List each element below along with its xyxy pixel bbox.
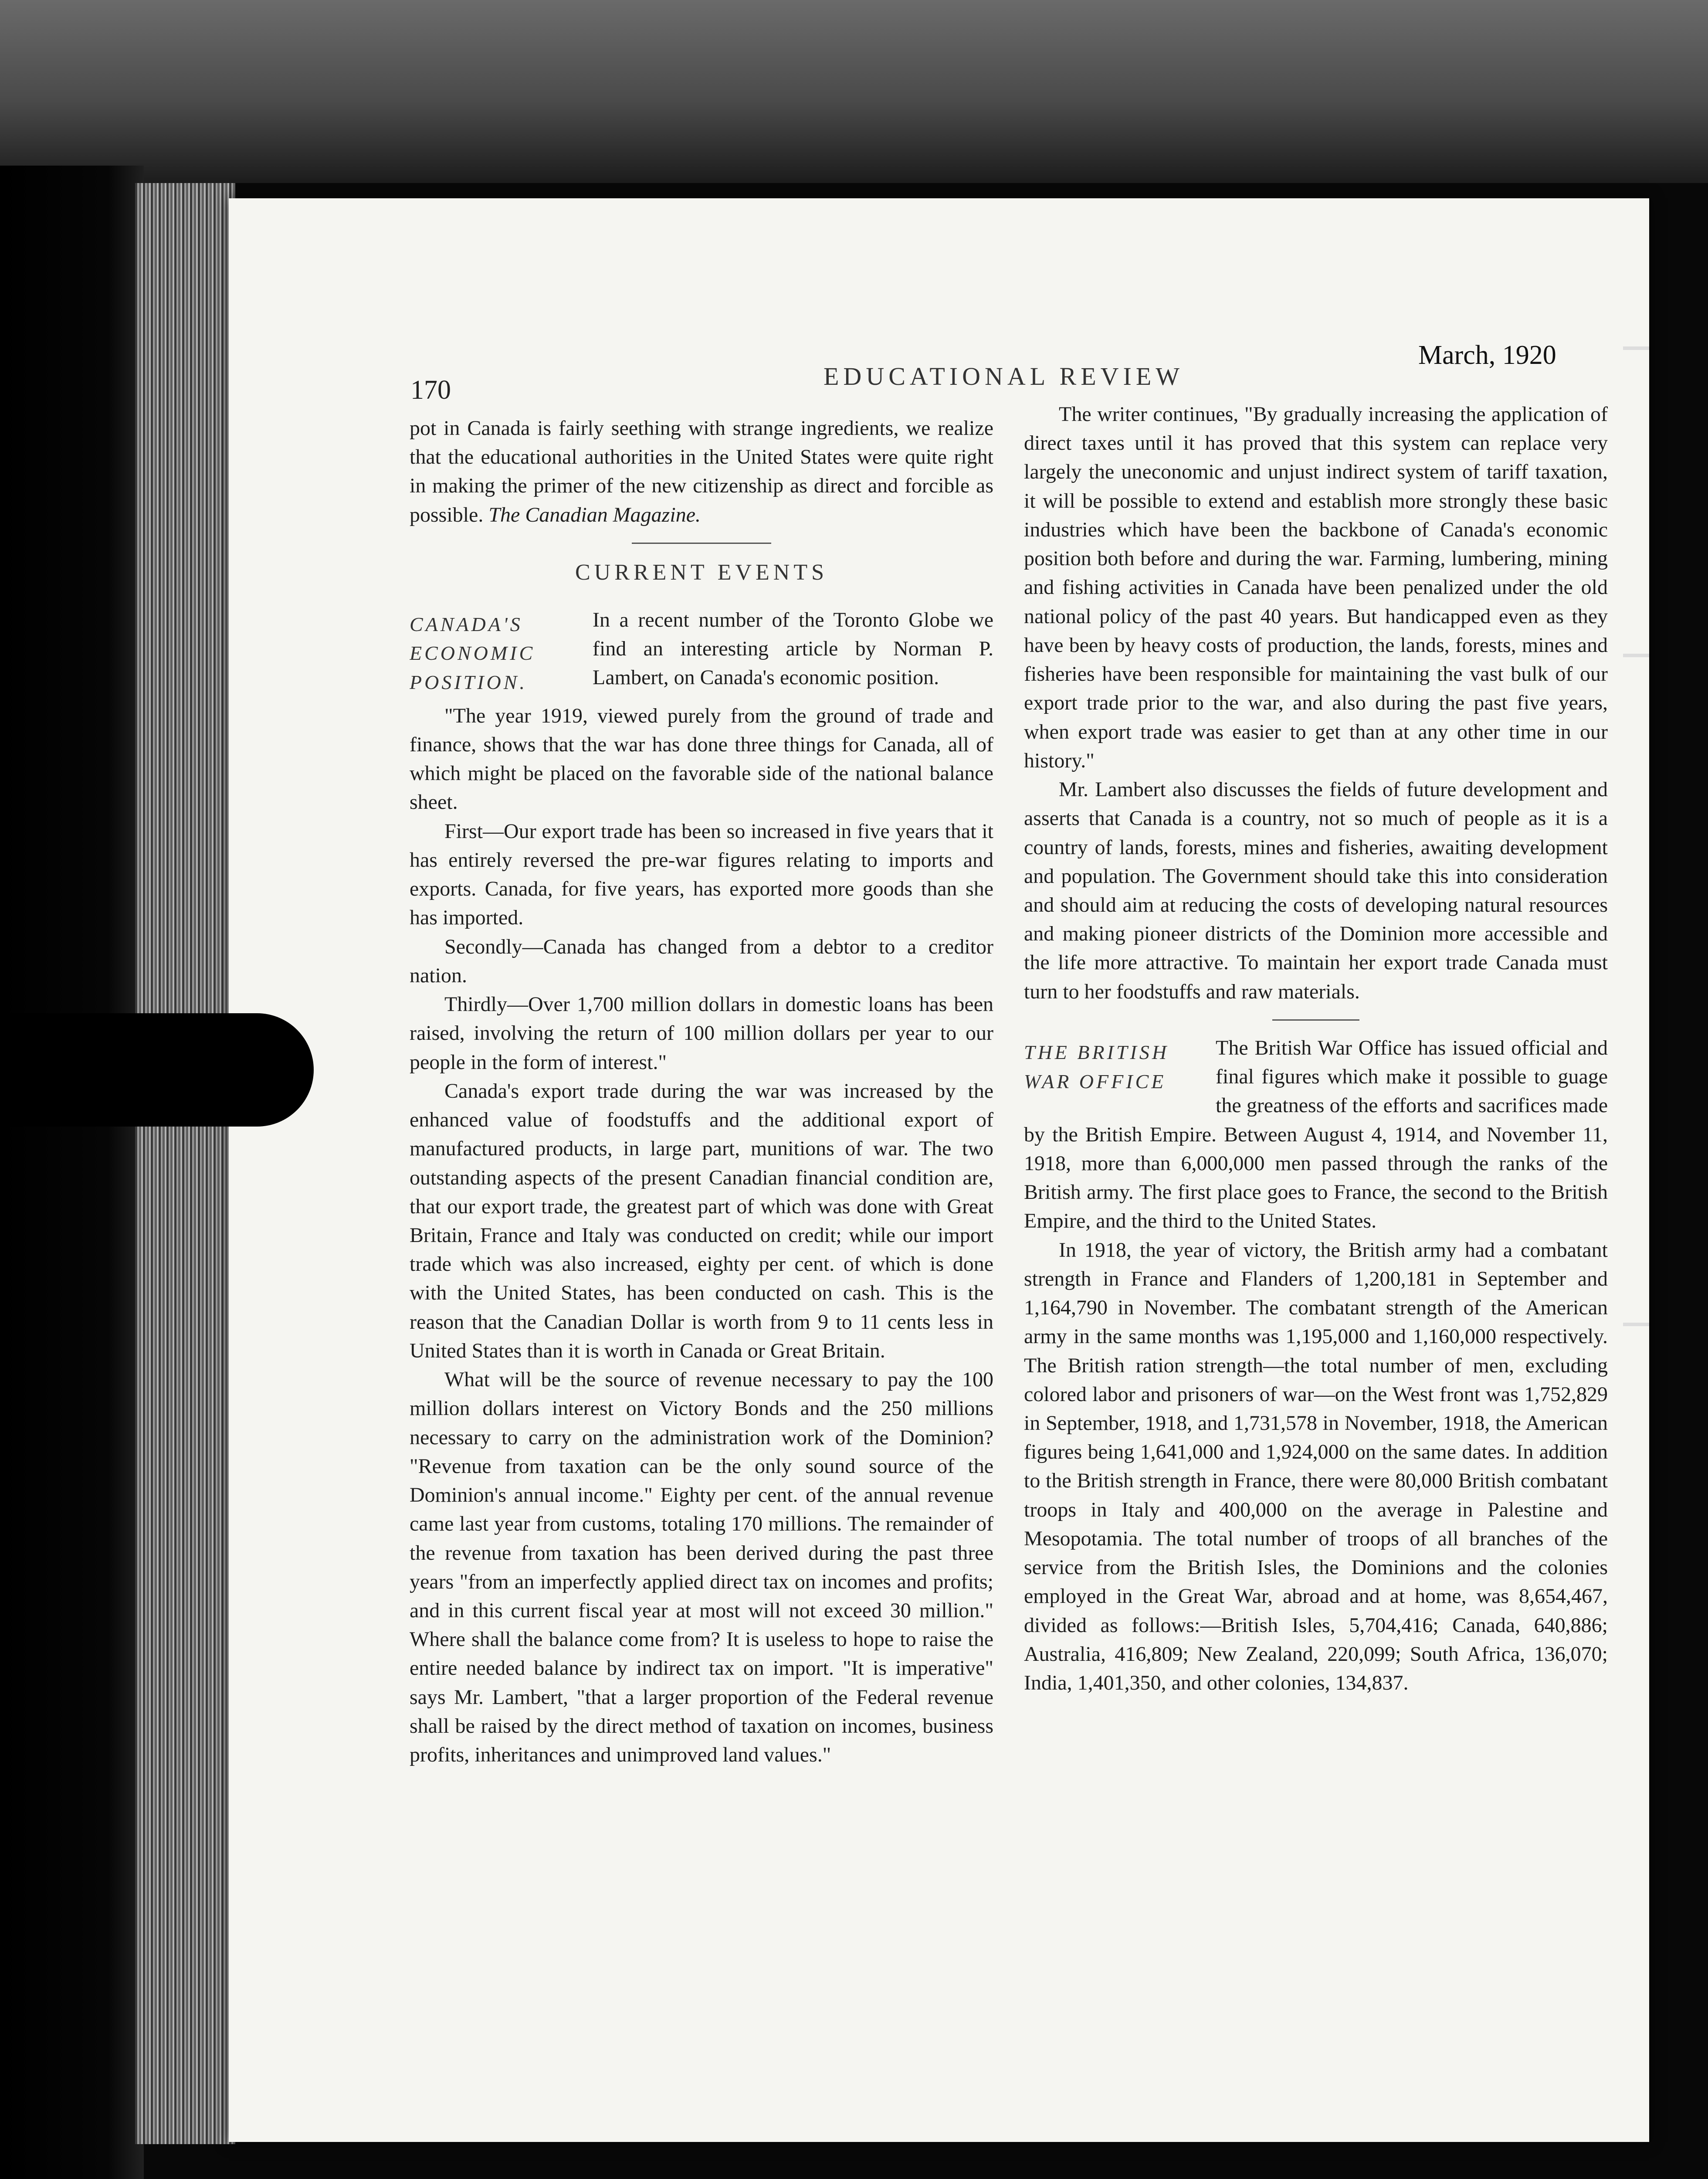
canada-economic-section: [410, 606, 993, 702]
body-paragraph: Secondly—Canada has changed from a debtor to a creditor nation.: [410, 935, 993, 987]
body-paragraph: In 1918, the year of victory, the British army had a combatant strength in France and Flanders of 1,200,181 in September and 1,164,790 in November. The combatant strength of the American army in the same months was 1,195,000 and 1,160,000 respectively. The British ration strength—the total number of men, excluding colored labor and prisoners of war—on the West front was 1,752,829 in September, 1918, and 1,731,578 in November, 1918, the American figures being 1,641,000 and 1,924,000 on the same dates. In addition to the British strength in France, there were 80,000 British combatant troops in Italy and 400,000 on the average in Palestine and Mesopotamia. The total number of troops of all branches of the service from the British Isles, the Dominions and the colonies employed in the Great War, abroad and at home, was 8,654,467, divided as follows:—British Isles, 5,704,416; Canada, 640,886; Australia, 416,809; New Zealand, 220,099; South Africa, 136,070; India, 1,401,350, and other colonies, 134,837.: [1024, 1238, 1608, 1695]
page-number: 170: [410, 375, 451, 405]
body-paragraph: Mr. Lambert also discusses the fields of future development and asserts that Canada is a country, not so much of people as it is a country of lands, forests, mines and fisheries, awaiting development and population. The Government should take this into consideration and should aim at reducing the costs of developing natural resources and making pioneer districts of the Dominion more accessible and the life more attractive. To maintain her export trade Canada must turn to her foodstuffs and raw materials.: [1024, 778, 1608, 1003]
page-edge-mark: [1623, 1323, 1649, 1326]
page-edge-mark: [1623, 346, 1649, 350]
lead-paragraph: In a recent number of the Toronto Globe we find an interesting article by Norman P. Lambert, on Canada's economic position.: [593, 608, 993, 689]
british-war-office-section: [1024, 1034, 1608, 1236]
body-paragraph: The writer continues, "By gradually increasing the application of direct taxes until it has proved that this system can replace very largely the uneconomic and unjust indirect system of tariff taxation, it will be possible to extend and establish more strongly these basic industries which have been the backbone of Canada's economic position both before and during the war. Farming, lumbering, mining and fishing activities in Canada have been penalized under the old national policy of the past 40 years. But handicapped even as they have been by heavy costs of production, the lands, forests, mines and fisheries have been responsible for maintaining the vast bulk of our export trade prior to the war, and also during the past five years, when export trade was easier to get than at any other time in our history.": [1024, 403, 1608, 772]
section-heading: CURRENT EVENTS: [575, 560, 828, 585]
left-column: [410, 414, 993, 1769]
body-paragraph: What will be the source of revenue necessary to pay the 100 million dollars interest on Victory Bonds and the 250 millions necessary to carry on the administration work of the Dominion? "Revenue from taxation can be the only sound source of the Dominion's annual income." Eighty per cent. of the annual revenue came last year from customs, totaling 170 millions. The remainder of the revenue from taxation has been derived during the past three years "from an imperfectly applied direct tax on incomes and profits; and in this current fiscal year at most will not exceed 30 million." Where shall the balance come from? It is useless to hope to raise the entire needed balance by indirect tax on import. "It is imperative" says Mr. Lambert, "that a larger proportion of the Federal revenue shall be raised by the direct method of taxation on incomes, business profits, inheritances and unimproved land values.": [410, 1368, 993, 1767]
opening-paragraph: pot in Canada is fairly seething with strange ingredients, we realize that the educational authorities in the United States were quite right in making the primer of the new citizenship as direct and forcible as possible. The Canadian Magazine.: [410, 417, 993, 526]
right-column: [1024, 400, 1608, 1697]
journal-title: EDUCATIONAL REVIEW: [824, 362, 1184, 390]
thumb-shadow: [0, 1013, 314, 1127]
body-paragraph: Thirdly—Over 1,700 million dollars in domestic loans has been raised, involving the return of 100 million dollars per year to our people in the form of interest.": [410, 993, 993, 1074]
divider: [632, 543, 771, 544]
scan-background: [0, 0, 1708, 183]
book-page-edges: [135, 183, 235, 2144]
body-paragraph: Canada's export trade during the war was increased by the enhanced value of foodstuffs and the additional export of manufactured products, in large part, munitions of war. The two outstanding aspects of the present Canadian financial condition are, that our export trade, the greatest part of which was done with Great Britain, France and Italy was conducted on credit; while our import trade which was also increased, eighty per cent. of which is done with the United States, has been conducted on cash. This is the reason that the Canadian Dollar is worth from 9 to 11 cents less in United States than it is worth in Canada or Great Britain.: [410, 1079, 993, 1362]
issue-date: March, 1920: [1418, 340, 1556, 370]
body-paragraph: First—Our export trade has been so increased in five years that it has entirely reversed the pre-war figures relating to imports and exports. Canada, for five years, has exported more goods than she has imported.: [410, 819, 993, 930]
sidehead: THE BRITISH WAR OFFICE: [1024, 1041, 1169, 1093]
lead-paragraph: The British War Office has issued official and final figures which make it possible to guage the greatness of the efforts and sacrifices made by the British Empire. Between August 4, 1914, and November 11, 1918, more than 6,000,000 men passed through the ranks of the British army. The first place goes to France, the second to the British Empire, and the third to the United States.: [1024, 1036, 1608, 1233]
attribution: The Canadian Magazine.: [488, 503, 701, 526]
sidehead: CANADA'S ECONOMIC POSITION.: [410, 613, 535, 694]
body-paragraph: "The year 1919, viewed purely from the ground of trade and finance, shows that the war has done three things for Canada, all of which might be placed on the favorable side of the national balance sheet.: [410, 704, 993, 814]
book-shadow: [0, 166, 144, 2179]
page-edge-mark: [1623, 654, 1649, 657]
divider: [1272, 1019, 1359, 1021]
